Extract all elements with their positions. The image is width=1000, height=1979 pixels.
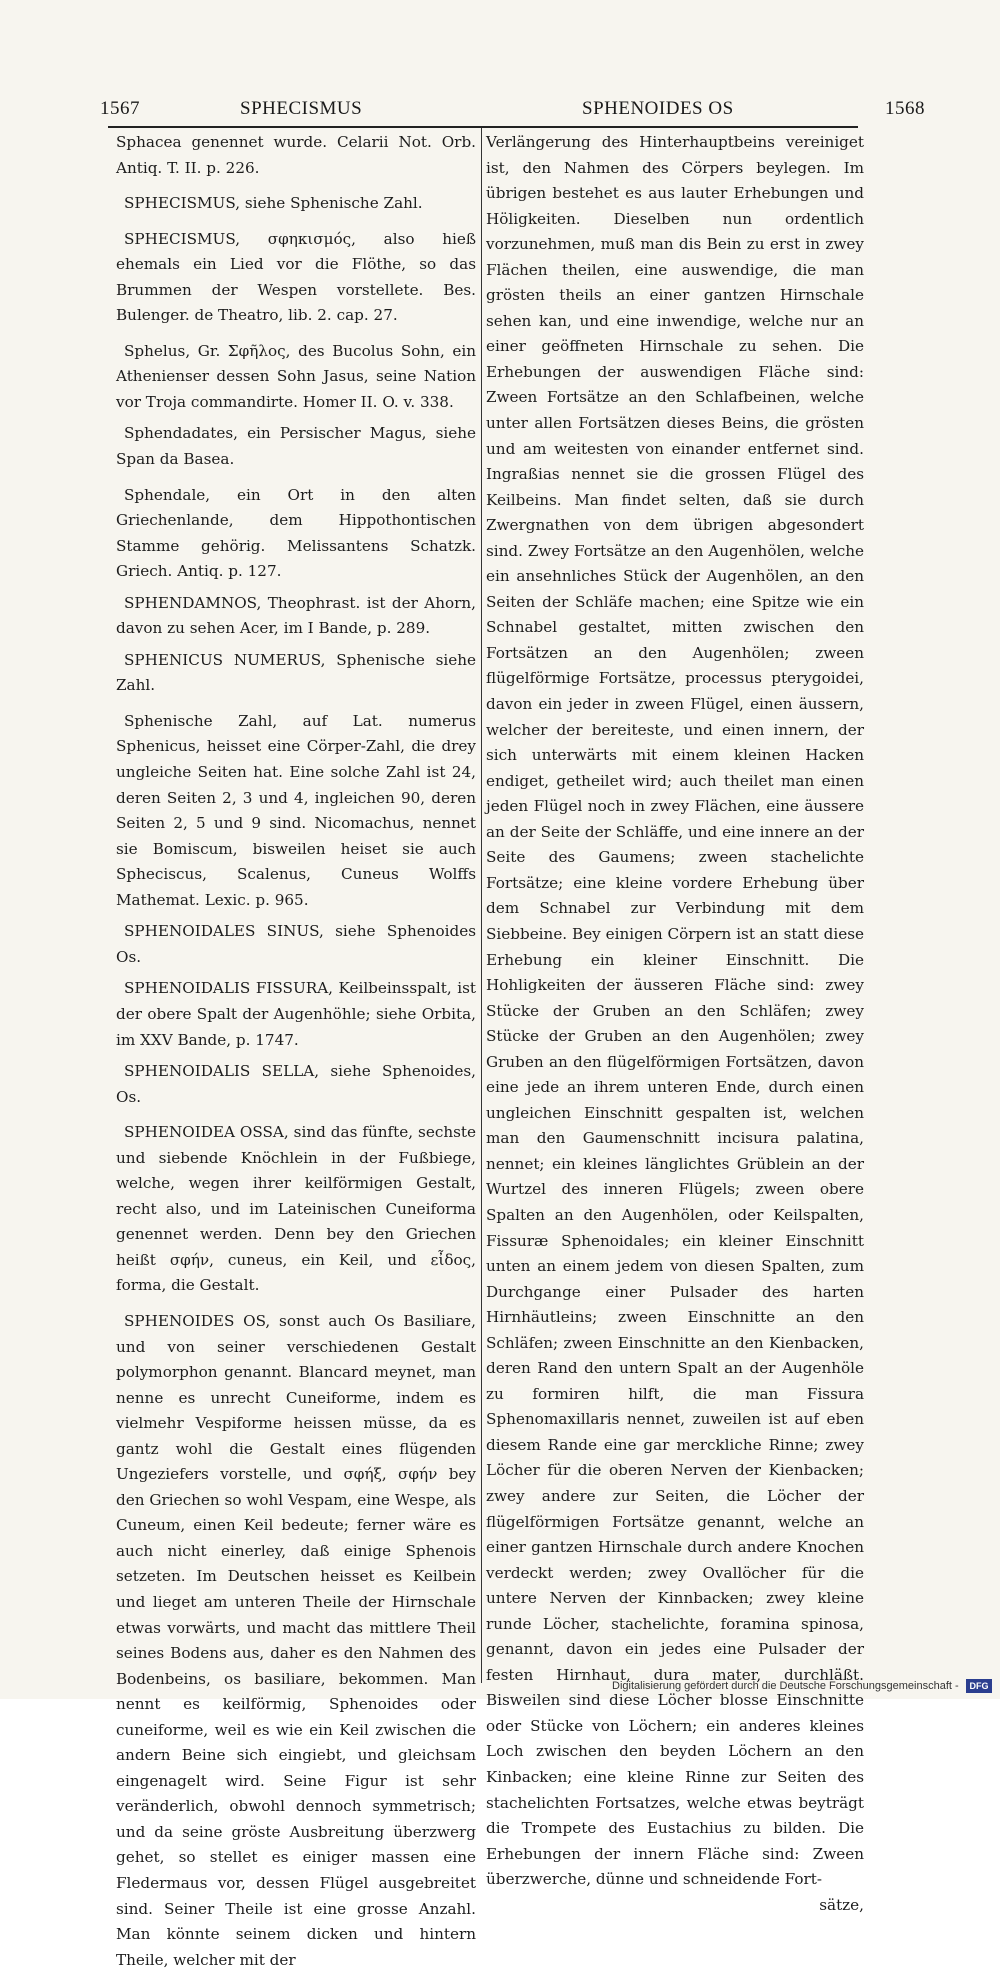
dfg-logo: DFG — [966, 1679, 992, 1693]
left-column — [116, 130, 476, 1979]
entry-sphenoides-os: SPHENOIDES OS, sonst auch Os Basiliare, und von seiner verschiedenen Gestalt polymorphon genannt. Blancard meynet, man nenne es unrecht Cuneiforme, indem es vielmehr Vespiforme heissen müsse, da es gantz wohl die Gestalt eines flügenden Ungeziefers vorstelle, und σφήξ, σφήν bey den Griechen so wohl Vespam, eine Wespe, als Cuneum, einen Keil bedeute; ferner wäre es auch nicht einerley, daß einige Sphenois setzeten. Im Deutschen heisset es Keilbein und lieget am unteren Theile der Hirnschale etwas vorwärts, und macht das mittlere Theil seines Bodens aus, daher es den Nahmen des Bodenbeins, os basiliare, bekommen. Man nennt es keilförmig, Sphenoides oder cuneiforme, weil es wie ein Keil zwischen die andern Beine sich eingiebt, und gleichsam eingenagelt wird. Seine Figur ist sehr veränderlich, obwohl dennoch symmetrisch; und da seine gröste Ausbreitung überzwerg gehet, so stellet es einiger massen eine Fledermaus vor, dessen Flügel ausgebreitet sind. Seiner Theile ist eine grosse Anzahl. Man könnte seinem dicken und hintern Theile, welcher mit der — [116, 1311, 476, 1969]
right-column-text: Verlängerung des Hinterhauptbeins vereiniget ist, den Nahmen des Cörpers beylegen. Im übrigen bestehet es aus lauter Erhebungen und Höligkeiten. Dieselben nun ordentlich vorzunehmen, muß man dis Bein zu erst in zwey Flächen theilen, eine auswendige, die man grösten theils an einer gantzen Hirnschale sehen kan, und eine inwendige, welche nur an einer geöffneten Hirnschale zu sehen. Die Erhebungen der auswendigen Fläche sind: Zween Fortsätze an den Schlafbeinen, welche unter allen Fortsätzen dieses Beins, die grösten und am weitesten von einander entfernet sind. Ingraßias nennet sie die grossen Flügel des Keilbeins. Man findet selten, daß sie durch Zwergnathen von dem übrigen abgesondert sind. Zwey Fortsätze an den Augenhölen, welche ein ansehnliches Stück der Augenhölen, an den Seiten der Schläfe machen; eine Spitze wie ein Schnabel gestaltet, mitten zwischen den Fortsätzen an den Augenhölen; zween flügelförmige Fortsätze, processus pterygoidei, davon ein jeder in zween Flügel, einen äussern, welcher der bereiteste, und einen innern, der sich unterwärts mit einem kleinen Hacken endiget, getheilet wird; auch theilet man einen jeden Flügel noch in zwey Flächen, eine äussere an der Seite der Schläffe, und eine innere an der Seite des Gaumens; zween stachelichte Fortsätze; eine kleine vordere Erhebung über dem Schnabel zur Verbindung mit dem Siebbeine. Bey einigen Cörpern ist an statt diese Erhebung ein kleiner Einschnitt. Die Hohligkeiten der äusseren Fläche sind: zwey Stücke der Gruben an den Schläfen; zwey Stücke der Gruben an den Augenhölen; zwey Gruben an den flügelförmigen Fortsätzen, davon eine jede an ihrem unteren Ende, durch einen ungleichen Einschnitt gespalten ist, welchen man den Gaumenschnitt incisura palatina, nennet; ein kleines länglichtes Grüblein an der Wurtzel des inneren Flügels; zween obere Spalten an den Augenhölen, oder Keilspalten, Fissuræ Sphenoidales; ein kleiner Einschnitt unten an einem jedem von diesen Spalten, zum Durchgange einer Pulsader des harten Hirnhäutleins; zween Einschnitte an den Schläfen; zween Einschnitte an den Kienbacken, deren Rand den untern Spalt an der Augenhöle zu formiren hilft, die man Fissura Sphenomaxillaris nennet, zuweilen ist auf eben diesem Rande eine gar merckliche Rinne; zwey Löcher für die oberen Nerven der Kienbacken; zwey andere zur Seiten, die Löcher der flügelförmigen Fortsätze genannt, welche an einer gantzen Hirnschale durch andere Knochen verdeckt werden; zwey Ovallöcher für die untere Nerven der Kinnbacken; zwey kleine runde Löcher, stachelichte, foramina spinosa, genannt, davon ein jedes eine Pulsader der festen Hirnhaut, dura mater, durchläßt. Bisweilen sind diese Löcher blosse Einschnitte oder Stücke von Löchern; ein anderes kleines Loch zwischen den beyden Löchern an den Kinbacken; eine kleine Rinne zur Seiten des stachelichten Fortsatzes, welche etwas beyträgt die Trompete des Eustachius zu bilden. Die Erhebungen der innern Fläche sind: Zween überzwerche, dünne und schneidende Fort- — [486, 133, 864, 1889]
left-running-head: SPHECISMUS — [240, 98, 363, 119]
entry-sphecismus: SPHECISMUS, σφηκισμός, also hieß ehemals ein Lied vor die Flöthe, so das Brummen der Wespen vorstellete. Bes. Bulenger. de Theatro, lib. 2. cap. 27. — [116, 229, 476, 325]
entry-sphenoidea-ossa: SPHENOIDEA OSSA, sind das fünfte, sechste und siebende Knöchlein in der Fußbiege, welche, wegen ihrer keilförmigen Gestalt, recht also, und im Lateinischen Cuneiforma genennet werden. Denn bey den Griechen heißt σφήν, cuneus, ein Keil, und εἶδος, forma, die Gestalt. — [116, 1123, 476, 1295]
column-divider — [481, 128, 482, 1683]
right-column — [486, 130, 864, 1918]
digitization-credit: Digitalisierung gefördert durch die Deutsche Forschungsgemeinschaft - — [612, 1680, 959, 1692]
entry-sphendale: Sphendale, ein Ort in den alten Griechenlande, dem Hippothontischen Stamme gehörig. Melissantens Schatzk. Griech. Antiq. p. 127. — [116, 485, 476, 581]
entry-sphenische-zahl: Sphenische Zahl, auf Lat. numerus Sphenicus, heisset eine Cörper-Zahl, die drey ungleiche Seiten hat. Eine solche Zahl ist 24, deren Seiten 2, 3 und 4, ingleichen 90, deren Seiten 2, 5 und 9 sind. Nicomachus, nennet sie Bomiscum, bisweilen heiset sie auch Spheciscus, Scalenus, Cuneus Wolffs Mathemat. Lexic. p. 965. — [116, 711, 476, 909]
entry-sphenoidalis-sella: SPHENOIDALIS SELLA, siehe Sphenoides, Os. — [116, 1062, 476, 1106]
entry-sphendamnos: SPHENDAMNOS, Theophrast. ist der Ahorn, davon zu sehen Acer, im I Bande, p. 289. — [116, 593, 476, 638]
right-page-number: 1568 — [885, 98, 925, 119]
left-page-number: 1567 — [100, 98, 140, 119]
header-rule — [108, 126, 858, 128]
entry-sphenicus-numerus: SPHENICUS NUMERUS, Sphenische siehe Zahl. — [116, 650, 476, 695]
entry-sphecismus-ref: SPHECISMUS, siehe Sphenische Zahl. — [124, 194, 423, 213]
entry-sphelus: Sphelus, Gr. Σφῆλος, des Bucolus Sohn, ein Athenienser dessen Sohn Jasus, seine Nation vor Troja commandirte. Homer II. O. v. 338. — [116, 341, 476, 411]
right-running-head: SPHENOIDES OS — [582, 98, 734, 119]
entry-sphenoidalis-fissura: SPHENOIDALIS FISSURA, Keilbeinsspalt, ist der obere Spalt der Augenhöhle; siehe Orbita, im XXV Bande, p. 1747. — [116, 979, 476, 1049]
entry-sphendadates: Sphendadates, ein Persischer Magus, siehe Span da Basea. — [116, 424, 476, 469]
entry-sphenoidales-sinus: SPHENOIDALES SINUS, siehe Sphenoides Os. — [116, 922, 476, 966]
entry-sphacea: Sphacea genennet wurde. Celarii Not. Orb. Antiq. T. II. p. 226. — [116, 133, 476, 177]
catchword: sätze, — [819, 1895, 864, 1914]
